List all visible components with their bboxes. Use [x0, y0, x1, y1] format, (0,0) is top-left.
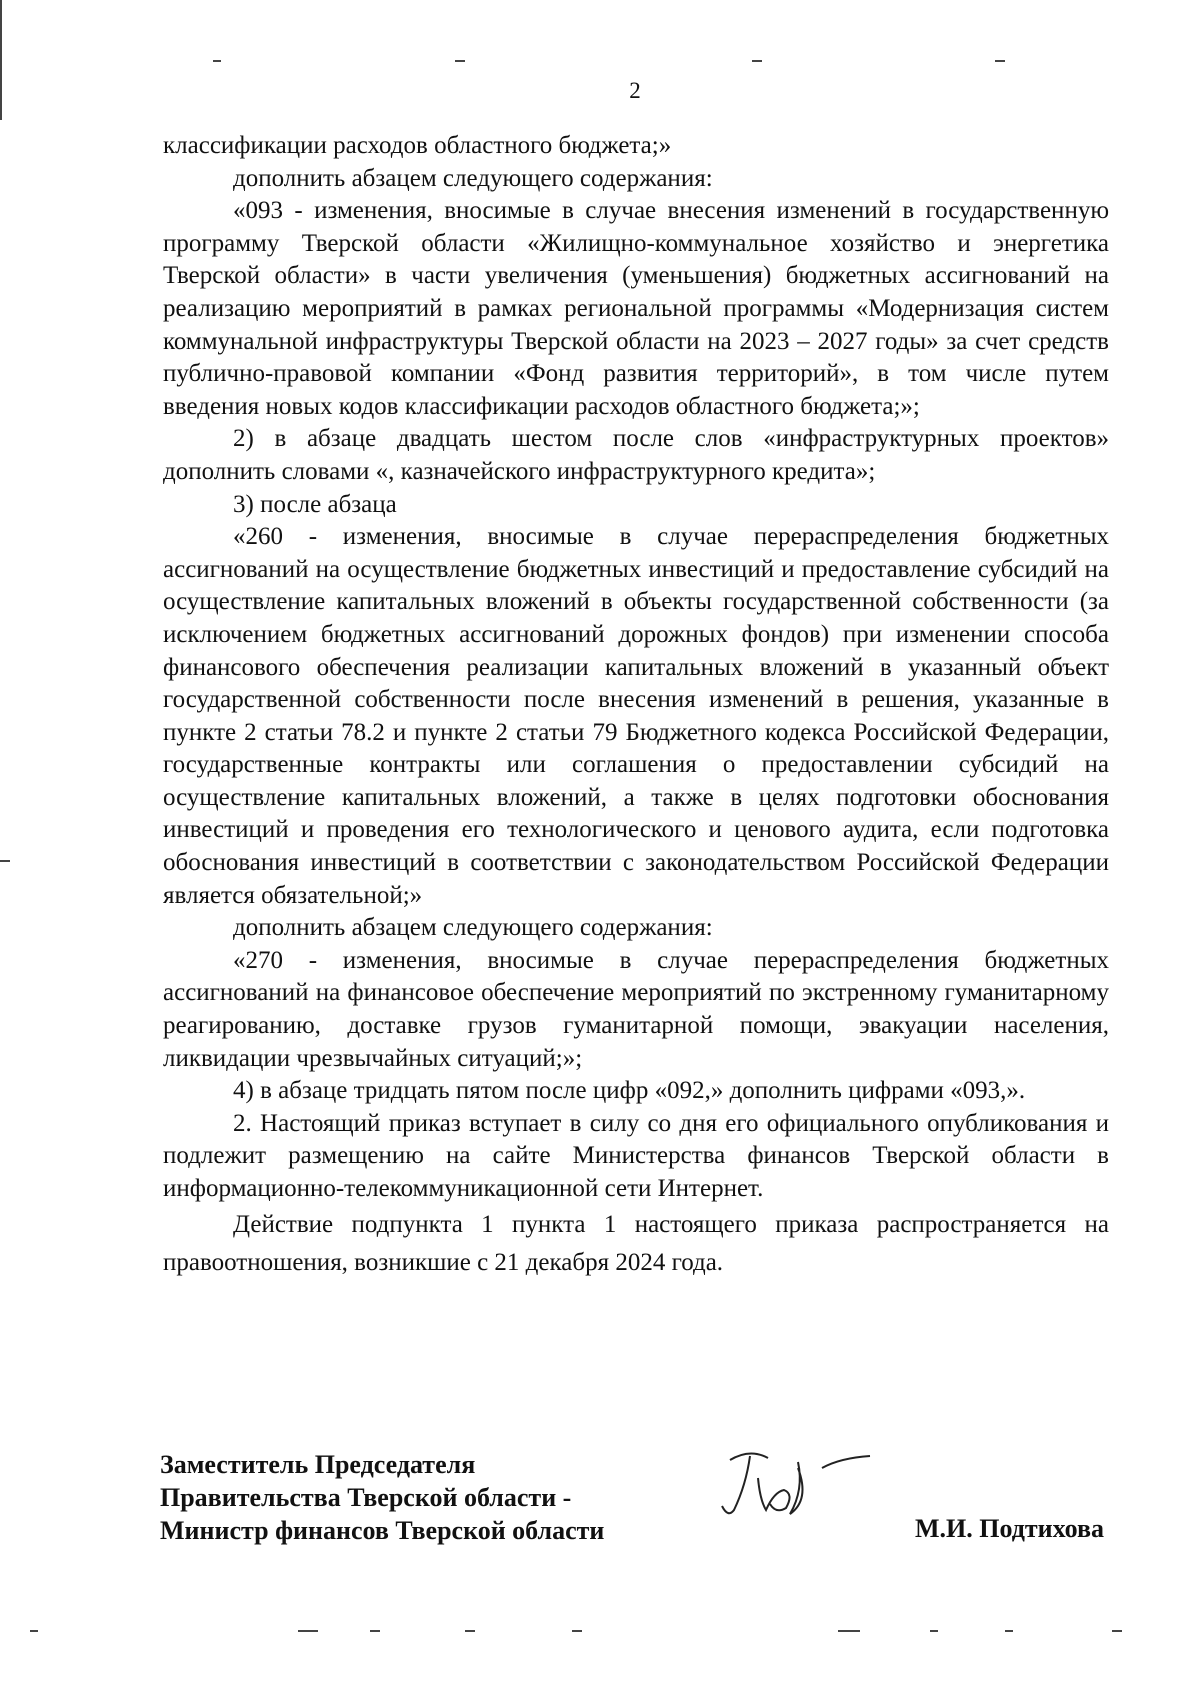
body-paragraph: дополнить абзацем следующего содержания:: [233, 914, 713, 942]
scan-artifact: [838, 1630, 860, 1632]
scan-artifact: [0, 860, 10, 862]
signatory-name: М.И. Подтихова: [914, 1514, 1104, 1543]
body-paragraph: 2. Настоящий приказ вступает в силу со дня его официального опубликования и подлежит размещению на сайте Министерства финансов Тверской области в информационно-телекоммуникационной сети Интернет.: [163, 1109, 1109, 1202]
body-paragraph: классификации расходов областного бюджета;»: [163, 132, 672, 159]
scan-artifact: [930, 1630, 938, 1632]
page-number: 2: [629, 78, 641, 103]
body-paragraph: «270 - изменения, вносимые в случае перераспределения бюджетных ассигнований на финансовое обеспечение мероприятий по экстренному гуманитарному реагированию, доставке грузов гуманитарной помощи, эвакуации населения, ликвидации чрезвычайных ситуаций;»;: [163, 946, 1109, 1072]
signatory-title-line: Правительства Тверской области -: [160, 1483, 572, 1512]
handwritten-signature: [710, 1440, 880, 1530]
body-paragraph: 2) в абзаце двадцать шестом после слов «инфраструктурных проектов» дополнить словами «, казначейского инфраструктурного кредита»;: [163, 425, 1109, 485]
scan-artifact: [30, 1630, 38, 1632]
body-paragraph: дополнить абзацем следующего содержания:: [233, 164, 713, 192]
scan-artifact: [1005, 1630, 1013, 1632]
signatory-title: [160, 1448, 604, 1547]
scan-artifact: [995, 60, 1005, 62]
scan-artifact: [752, 60, 762, 62]
signatory-title-line: Заместитель Председателя: [160, 1450, 476, 1479]
scan-artifact: [465, 1630, 475, 1632]
body-paragraph: 4) в абзаце тридцать пятом после цифр «092,» дополнить цифрами «093,».: [233, 1077, 1026, 1105]
scan-artifact: [455, 60, 465, 62]
scan-artifact: [298, 1630, 318, 1632]
document-body: [163, 130, 1109, 1282]
scan-artifact: [370, 1630, 380, 1632]
body-paragraph: «093 - изменения, вносимые в случае внесения изменений в государственную программу Тверской области «Жилищно-коммунальное хозяйство и энергетика Тверской области» в части увеличения (уменьшения) бюджетных ассигнований на реализацию мероприятий в рамках региональной программы «Модернизация систем коммунальной инфраструктуры Тверской области на 2023 – 2027 годы» за счет средств публично-правовой компании «Фонд развития территорий», в том числе путем введения новых кодов классификации расходов областного бюджета;»;: [163, 197, 1109, 420]
scan-artifact: [213, 60, 221, 62]
body-paragraph: 3) после абзаца: [233, 490, 397, 518]
body-paragraph: Действие подпункта 1 пункта 1 настоящего приказа распространяется на правоотношения, возникшие с 21 декабря 2024 года.: [163, 1210, 1109, 1276]
body-paragraph: «260 - изменения, вносимые в случае перераспределения бюджетных ассигнований на осуществление бюджетных инвестиций и предоставление субсидий на осуществление капитальных вложений в объекты государственной собственности (за исключением бюджетных ассигнований дорожных фондов) при изменении способа финансового обеспечения реализации капитальных вложений в указанный объект государственной собственности после внесения изменений в решения, указанные в пункте 2 статьи 78.2 и пункте 2 статьи 79 Бюджетного кодекса Российской Федерации, государственные контракты или соглашения о предоставлении субсидий на осуществление капитальных вложений, а также в целях подготовки обоснования инвестиций и проведения его технологического и ценового аудита, если подготовка обоснования инвестиций в соответствии с законодательством Российской Федерации является обязательной;»: [163, 523, 1109, 909]
scan-artifact: [1112, 1630, 1122, 1632]
scan-artifact: [572, 1630, 582, 1632]
signatory-title-line: Министр финансов Тверской области: [160, 1516, 605, 1545]
